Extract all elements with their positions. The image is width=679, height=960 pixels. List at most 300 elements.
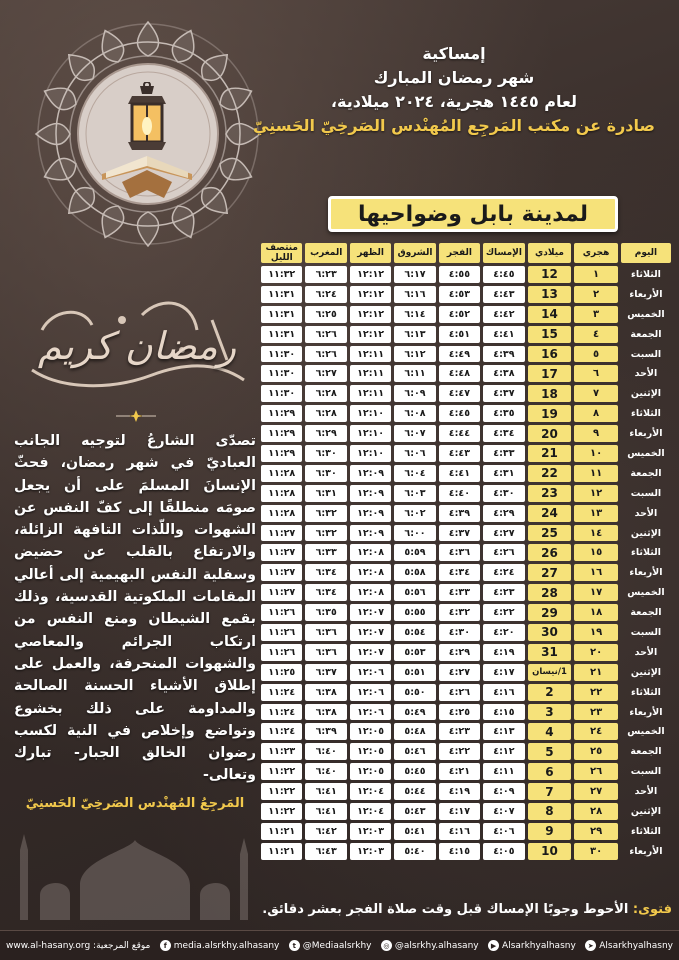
footer-link-text: Alsarkhyalhasny [599,940,673,951]
fajr-cell: ٤:٥١ [439,326,480,343]
gregorian-date-cell: 25 [528,525,572,542]
midnight-cell: ١١:٢٧ [261,564,302,581]
midnight-cell: ١١:٢٢ [261,803,302,820]
day-cell: الثلاثاء [630,825,661,837]
midnight-cell: ١١:٢٨ [261,505,302,522]
hijri-date-cell: ٥ [574,346,618,363]
midnight-cell: ١١:٢٩ [261,405,302,422]
hijri-date-cell: ٢ [574,286,618,303]
imsak-cell: ٤:٣٩ [483,346,525,363]
dhuhr-cell: ١٢:١٢ [350,306,391,323]
maghrib-cell: ٦:٣٦ [305,644,346,661]
sunrise-cell: ٦:٠٩ [394,385,435,402]
dhuhr-cell: ١٢:٠٨ [350,584,391,601]
mosque-silhouette-icon [0,830,270,920]
gregorian-date-cell: 15 [528,326,572,343]
table-row [261,505,671,522]
table-row [261,306,671,323]
maghrib-cell: ٦:٣٤ [305,584,346,601]
imsak-cell: ٤:٢٤ [483,564,525,581]
facebook-icon: f [160,940,171,951]
day-cell: السبت [630,487,662,499]
table-row [261,346,671,363]
column-header: ميلادي [528,243,572,263]
dhuhr-cell: ١٢:١١ [350,346,391,363]
hijri-date-cell: ٢٩ [574,823,618,840]
imsak-cell: ٤:٠٩ [483,783,525,800]
hijri-date-cell: ٦ [574,365,618,382]
gregorian-date-cell: 4 [528,723,572,740]
dhuhr-cell: ١٢:٠٦ [350,704,391,721]
table-row [261,445,671,462]
table-row [261,584,671,601]
midnight-cell: ١١:٢٤ [261,723,302,740]
table-row [261,684,671,701]
sunrise-cell: ٥:٥٣ [394,644,435,661]
dhuhr-cell: ١٢:٠٨ [350,564,391,581]
maghrib-cell: ٦:٢٨ [305,385,346,402]
midnight-cell: ١١:٣٠ [261,365,302,382]
imsak-cell: ٤:٣٥ [483,405,525,422]
maghrib-cell: ٦:٢٨ [305,405,346,422]
gregorian-date-cell: 6 [528,763,572,780]
table-row [261,485,671,502]
dhuhr-cell: ١٢:٠٩ [350,525,391,542]
title-imsakiya: إمساكية [422,44,486,63]
hijri-date-cell: ٧ [574,385,618,402]
imsak-cell: ٤:٤٣ [483,286,525,303]
footer-link-youtube[interactable] [488,940,576,951]
footer-link-text: Alsarkhyalhasny [502,940,576,951]
dhuhr-cell: ١٢:٠٧ [350,644,391,661]
table-row [261,604,671,621]
gregorian-date-cell: 19 [528,405,572,422]
gregorian-date-cell: 18 [528,385,572,402]
imsak-cell: ٤:٤١ [483,326,525,343]
maghrib-cell: ٦:٤١ [305,783,346,800]
dhuhr-cell: ١٢:١٠ [350,445,391,462]
footer-link-globe[interactable] [6,941,150,951]
imsak-cell: ٤:٣٤ [483,425,525,442]
maghrib-cell: ٦:٢٦ [305,346,346,363]
column-header: الظهر [350,243,391,263]
title-year: لعام ١٤٤٥ هجرية، ٢٠٢٤ ميلادية، [330,92,578,111]
maghrib-cell: ٦:٣٠ [305,465,346,482]
day-cell: الإثنين [630,527,662,539]
day-cell: الثلاثاء [630,547,661,559]
imsak-cell: ٤:٣٣ [483,445,525,462]
signature: المَرجِعُ المُهنْدس الصَرخِيّ الحَسنِيّ [25,796,245,811]
fajr-cell: ٤:٢٥ [439,704,480,721]
fajr-cell: ٤:٥٥ [439,266,480,283]
gregorian-date-cell: 28 [528,584,572,601]
fatwa-text: الأحوط وجوبًا الإمساك قبل وقت صلاة الفجر بعشر دقائق. [262,902,633,917]
day-cell: الإثنين [630,388,662,400]
gregorian-date-cell: 30 [528,624,572,641]
sunrise-cell: ٦:٠٠ [394,525,435,542]
footer-link-twitter[interactable] [289,940,372,951]
midnight-cell: ١١:٢٢ [261,763,302,780]
hijri-date-cell: ٤ [574,326,618,343]
sunrise-cell: ٦:٠٣ [394,485,435,502]
maghrib-cell: ٦:٤٠ [305,743,346,760]
fajr-cell: ٤:٤٧ [439,385,480,402]
fajr-cell: ٤:٢٧ [439,664,480,681]
day-cell: الخميس [627,726,665,738]
fajr-cell: ٤:٥٣ [439,286,480,303]
imsak-cell: ٤:٣٠ [483,485,525,502]
sunrise-cell: ٥:٥٤ [394,624,435,641]
fajr-cell: ٤:١٧ [439,803,480,820]
fajr-cell: ٤:٤٤ [439,425,480,442]
day-cell: الأحد [634,786,658,798]
sunrise-cell: ٥:٤٩ [394,704,435,721]
imsak-cell: ٤:٢٦ [483,544,525,561]
fajr-cell: ٤:٥٢ [439,306,480,323]
city-name: لمدينة بابل وضواحيها [358,201,588,227]
dhuhr-cell: ١٢:٠٩ [350,505,391,522]
midnight-cell: ١١:٢١ [261,823,302,840]
gregorian-date-cell: 8 [528,803,572,820]
hijri-date-cell: ١٥ [574,544,618,561]
hijri-date-cell: ١١ [574,465,618,482]
hijri-date-cell: ١٤ [574,525,618,542]
footer-link-instagram[interactable] [381,940,479,951]
prayer-times-table [258,240,674,863]
fajr-cell: ٤:٢٩ [439,644,480,661]
sunrise-cell: ٥:٤٣ [394,803,435,820]
footer-link-text: @alsrkhy.alhasany [394,940,479,951]
table-row [261,743,671,760]
sunrise-cell: ٥:٥٨ [394,564,435,581]
footer-link-text: @Mediaalsrkhy [302,940,372,951]
sunrise-cell: ٥:٤٥ [394,763,435,780]
table-row [261,286,671,303]
column-header: الشروق [394,243,435,263]
day-cell: الأحد [634,646,658,658]
gregorian-date-cell: 12 [528,266,572,283]
table-row [261,624,671,641]
maghrib-cell: ٦:٣٢ [305,525,346,542]
day-cell: الأربعاء [629,706,663,718]
maghrib-cell: ٦:٣٠ [305,445,346,462]
day-cell: الأحد [634,507,658,519]
maghrib-cell: ٦:٣٣ [305,544,346,561]
table-row [261,664,671,681]
dhuhr-cell: ١٢:١١ [350,365,391,382]
lantern-quran-icon [92,82,202,202]
midnight-cell: ١١:٣١ [261,286,302,303]
midnight-cell: ١١:٢٨ [261,465,302,482]
maghrib-cell: ٦:٤٠ [305,763,346,780]
maghrib-cell: ٦:٣٧ [305,664,346,681]
day-cell: الثلاثاء [630,408,661,420]
dhuhr-cell: ١٢:١٢ [350,326,391,343]
gregorian-date-cell: 24 [528,505,572,522]
hijri-date-cell: ٢٣ [574,704,618,721]
day-cell: الثلاثاء [630,268,661,280]
dhuhr-cell: ١٢:١٠ [350,405,391,422]
table-row [261,425,671,442]
day-cell: الجمعة [630,467,662,479]
instagram-icon: ◎ [381,940,392,951]
gregorian-date-cell: 2 [528,684,572,701]
sunrise-cell: ٦:١١ [394,365,435,382]
fajr-cell: ٤:١٦ [439,823,480,840]
gregorian-date-cell: 27 [528,564,572,581]
dhuhr-cell: ١٢:١٢ [350,266,391,283]
day-cell: الأربعاء [629,288,663,300]
imsak-cell: ٤:٠٦ [483,823,525,840]
table-row [261,544,671,561]
table-row [261,783,671,800]
fajr-cell: ٤:٣٦ [439,544,480,561]
imsak-cell: ٤:١٣ [483,723,525,740]
imsak-cell: ٤:٣١ [483,465,525,482]
maghrib-cell: ٦:٢٥ [305,306,346,323]
day-cell: الخميس [627,447,665,459]
gregorian-date-cell: 29 [528,604,572,621]
maghrib-cell: ٦:٣٩ [305,723,346,740]
midnight-cell: ١١:٢٧ [261,544,302,561]
dhuhr-cell: ١٢:٠٥ [350,763,391,780]
sunrise-cell: ٦:١٤ [394,306,435,323]
hijri-date-cell: ٢٠ [574,644,618,661]
dhuhr-cell: ١٢:٠٦ [350,684,391,701]
gregorian-date-cell: 22 [528,465,572,482]
gregorian-date-cell: 31 [528,644,572,661]
footer-link-facebook[interactable] [160,940,280,951]
fajr-cell: ٤:٤٣ [439,445,480,462]
table-row [261,365,671,382]
sunrise-cell: ٦:١٣ [394,326,435,343]
imsak-cell: ٤:٣٧ [483,385,525,402]
midnight-cell: ١١:٣٢ [261,266,302,283]
column-header: الفجر [439,243,480,263]
imsak-cell: ٤:٤٥ [483,266,525,283]
maghrib-cell: ٦:٣٤ [305,564,346,581]
sunrise-cell: ٦:٠٢ [394,505,435,522]
imsak-cell: ٤:٢٠ [483,624,525,641]
issuer-line: صادرة عن مكتب المَرجِع المُهنْدس الصَرخِيّ الحَسنِيّ [253,116,655,135]
sunrise-cell: ٦:٠٨ [394,405,435,422]
fajr-cell: ٤:٢٣ [439,723,480,740]
dhuhr-cell: ١٢:٠٥ [350,743,391,760]
day-cell: الإثنين [630,666,662,678]
imsak-cell: ٤:١٢ [483,743,525,760]
dhuhr-cell: ١٢:٠٨ [350,544,391,561]
hijri-date-cell: ٢٨ [574,803,618,820]
hijri-date-cell: ١٩ [574,624,618,641]
gregorian-date-cell: 9 [528,823,572,840]
fajr-cell: ٤:٤١ [439,465,480,482]
fajr-cell: ٤:٤٠ [439,485,480,502]
table-row [261,465,671,482]
day-cell: السبت [630,766,662,778]
hijri-date-cell: ١ [574,266,618,283]
dhuhr-cell: ١٢:٠٣ [350,843,391,860]
day-cell: السبت [630,626,662,638]
midnight-cell: ١١:٣١ [261,306,302,323]
gregorian-date-cell: 17 [528,365,572,382]
column-header: منتصف الليل [261,243,302,263]
table-header-row [261,243,671,263]
sunrise-cell: ٥:٤٠ [394,843,435,860]
day-cell: الخميس [627,308,665,320]
table-row [261,326,671,343]
maghrib-cell: ٦:٣٥ [305,604,346,621]
table-row [261,525,671,542]
twitter-icon: t [289,940,300,951]
gregorian-date-cell: 3 [528,704,572,721]
day-cell: الأربعاء [629,428,663,440]
hijri-date-cell: ٣ [574,306,618,323]
imsak-cell: ٤:١٩ [483,644,525,661]
dhuhr-cell: ١٢:٠٧ [350,624,391,641]
table-row [261,763,671,780]
fajr-cell: ٤:٤٨ [439,365,480,382]
hijri-date-cell: ٢٢ [574,684,618,701]
footer-link-text: media.alsrkhy.alhasany [173,940,280,951]
footer-link-telegram[interactable] [585,940,673,951]
imsak-cell: ٤:٢٢ [483,604,525,621]
calligraphy-text: رمضان كريم [37,324,237,368]
fajr-cell: ٤:٣٢ [439,604,480,621]
imsak-cell: ٤:٢٩ [483,505,525,522]
maghrib-cell: ٦:٤٣ [305,843,346,860]
midnight-cell: ١١:٢٦ [261,644,302,661]
dhuhr-cell: ١٢:٠٤ [350,783,391,800]
gregorian-date-cell: 13 [528,286,572,303]
dhuhr-cell: ١٢:٠٥ [350,723,391,740]
day-cell: الأربعاء [629,567,663,579]
day-cell: الإثنين [630,805,662,817]
maghrib-cell: ٦:٢٧ [305,365,346,382]
fajr-cell: ٤:٣٣ [439,584,480,601]
maghrib-cell: ٦:٢٤ [305,286,346,303]
star-divider-icon [116,410,156,422]
maghrib-cell: ٦:٣١ [305,485,346,502]
hijri-date-cell: ٣٠ [574,843,618,860]
dhuhr-cell: ١٢:٠٦ [350,664,391,681]
maghrib-cell: ٦:٢٦ [305,326,346,343]
midnight-cell: ١١:٢١ [261,843,302,860]
column-header: هجري [574,243,618,263]
maghrib-cell: ٦:٢٩ [305,425,346,442]
fajr-cell: ٤:٤٥ [439,405,480,422]
day-cell: الجمعة [630,607,662,619]
table-row [261,823,671,840]
midnight-cell: ١١:٢٩ [261,445,302,462]
fatwa-note [262,902,672,917]
dhuhr-cell: ١٢:١١ [350,385,391,402]
day-cell: الجمعة [630,746,662,758]
fajr-cell: ٤:٢١ [439,763,480,780]
ramadan-kareem-calligraphy [22,290,252,400]
column-header: المغرب [305,243,346,263]
maghrib-cell: ٦:٣٢ [305,505,346,522]
midnight-cell: ١١:٢٣ [261,743,302,760]
maghrib-cell: ٦:٣٨ [305,684,346,701]
hijri-date-cell: ٢٥ [574,743,618,760]
hijri-date-cell: ٢١ [574,664,618,681]
sunrise-cell: ٥:٥٩ [394,544,435,561]
sunrise-cell: ٦:٠٤ [394,465,435,482]
imsak-cell: ٤:٢٣ [483,584,525,601]
dhuhr-cell: ١٢:٠٩ [350,485,391,502]
midnight-cell: ١١:٢٢ [261,783,302,800]
table-row [261,843,671,860]
sunrise-cell: ٥:٥١ [394,664,435,681]
imsak-cell: ٤:١٧ [483,664,525,681]
gregorian-date-cell: 26 [528,544,572,561]
title-ramadan: شهر رمضان المبارك [373,68,535,87]
table-row [261,385,671,402]
dhuhr-cell: ١٢:١٠ [350,425,391,442]
day-cell: الأربعاء [629,845,663,857]
maghrib-cell: ٦:٣٨ [305,704,346,721]
sunrise-cell: ٥:٥٠ [394,684,435,701]
youtube-icon: ▶ [488,940,499,951]
sunrise-cell: ٦:٠٧ [394,425,435,442]
maghrib-cell: ٦:٣٦ [305,624,346,641]
hijri-date-cell: ٢٧ [574,783,618,800]
gregorian-date-cell: 16 [528,346,572,363]
sunrise-cell: ٥:٤٨ [394,723,435,740]
hijri-date-cell: ١٢ [574,485,618,502]
fatwa-label: فتوى: [632,902,672,917]
maghrib-cell: ٦:٢٣ [305,266,346,283]
table-row [261,266,671,283]
imsak-cell: ٤:٠٧ [483,803,525,820]
gregorian-date-cell: 5 [528,743,572,760]
table-row [261,644,671,661]
dhuhr-cell: ١٢:٠٣ [350,823,391,840]
fajr-cell: ٤:٣٠ [439,624,480,641]
table-row [261,564,671,581]
imsak-cell: ٤:٤٢ [483,306,525,323]
gregorian-date-cell: 21 [528,445,572,462]
midnight-cell: ١١:٣١ [261,326,302,343]
hijri-date-cell: ١٣ [574,505,618,522]
sermon-paragraph: تصدّى الشارعُ لتوجيه الجانب العباديّ في شهر رمضان، فحثّ الإنسانَ المسلمَ على أن يجعل صومَه منطلقًا إلى كفّ النفس عن الشهوات واللّذات التافهة الزائلة، والارتفاع بالقلب عن حضيض وسفلية النفس البهيمية إلى أعالي المقامات الملكوتية القدسية، وذلك بقمع الشيطان ومنع النفس من ارتكاب الجرائم والمعاصي والشهوات المنحرفة، والعمل على إطلاق الأشياء الحسنة الصالحة والمداومة على ذلك بخشوع وتواضع وإخلاص في النية لكسب رضوان الخالق الجبار- تبارك وتعالى- [14,433,256,784]
imsak-cell: ٤:١٦ [483,684,525,701]
gregorian-date-cell: 23 [528,485,572,502]
dhuhr-cell: ١٢:٠٧ [350,604,391,621]
table-row [261,704,671,721]
hijri-date-cell: ١٦ [574,564,618,581]
sunrise-cell: ٥:٥٥ [394,604,435,621]
fajr-cell: ٤:٣٧ [439,525,480,542]
maghrib-cell: ٦:٤١ [305,803,346,820]
gregorian-date-cell: 7 [528,783,572,800]
imsak-cell: ٤:١٥ [483,704,525,721]
fajr-cell: ٤:٣٤ [439,564,480,581]
fajr-cell: ٤:١٥ [439,843,480,860]
midnight-cell: ١١:٢٦ [261,604,302,621]
table-row [261,405,671,422]
sunrise-cell: ٦:١٦ [394,286,435,303]
social-footer [0,930,679,960]
imsak-cell: ٤:١١ [483,763,525,780]
gregorian-date-cell: 10 [528,843,572,860]
header [249,42,659,138]
hijri-date-cell: ٢٦ [574,763,618,780]
hijri-date-cell: ١٨ [574,604,618,621]
sunrise-cell: ٥:٤٦ [394,743,435,760]
fajr-cell: ٤:١٩ [439,783,480,800]
day-cell: الجمعة [630,328,662,340]
